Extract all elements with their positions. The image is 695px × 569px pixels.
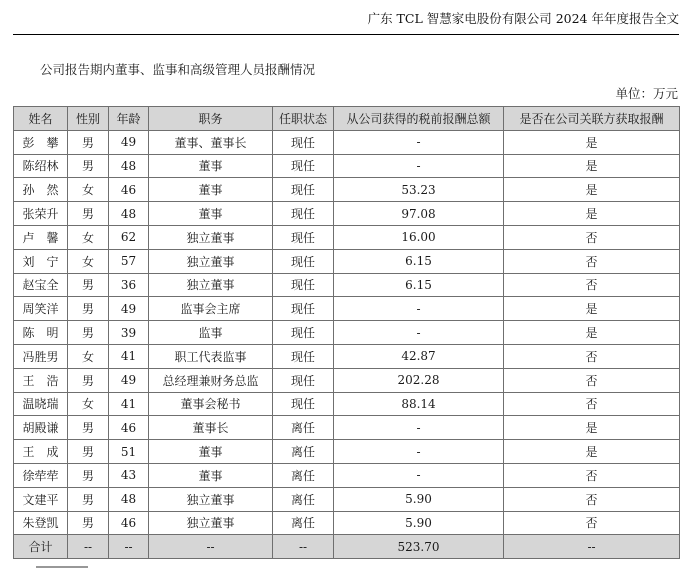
table-row <box>14 368 680 392</box>
column-header-name: 姓名 <box>14 107 68 131</box>
cell-related-party-compensation: 否 <box>504 487 680 511</box>
cell-status: 离任 <box>273 463 334 487</box>
cell-age: 62 <box>109 225 149 249</box>
table-row <box>14 130 680 154</box>
cell-name: 温晓瑞 <box>14 392 68 416</box>
cell-pretax-compensation: 202.28 <box>334 368 504 392</box>
cell-related-party-compensation: 是 <box>504 321 680 345</box>
cell-age: 48 <box>109 154 149 178</box>
cell-gender: 男 <box>68 154 109 178</box>
cell-position: 董事 <box>149 202 273 226</box>
column-header-related-party-compensation: 是否在公司关联方获取报酬 <box>504 107 680 131</box>
cell-position: 董事 <box>149 178 273 202</box>
cell-related-party-compensation: 否 <box>504 463 680 487</box>
cell-age: 43 <box>109 463 149 487</box>
cell-status: 现任 <box>273 392 334 416</box>
cell-status: 现任 <box>273 130 334 154</box>
cell-age: 41 <box>109 392 149 416</box>
cell-gender: 女 <box>68 249 109 273</box>
cell-pretax-compensation: - <box>334 440 504 464</box>
cell-related-party-compensation: 否 <box>504 392 680 416</box>
cell-status: 现任 <box>273 178 334 202</box>
cell-age: 36 <box>109 273 149 297</box>
cell-related-party-compensation: 是 <box>504 297 680 321</box>
cell-status: 现任 <box>273 321 334 345</box>
total-cell-gender: -- <box>68 535 109 559</box>
cell-related-party-compensation: 是 <box>504 178 680 202</box>
cell-status: 现任 <box>273 297 334 321</box>
cell-pretax-compensation: 53.23 <box>334 178 504 202</box>
cell-related-party-compensation: 否 <box>504 249 680 273</box>
table-row <box>14 202 680 226</box>
total-cell-status: -- <box>273 535 334 559</box>
compensation-table <box>13 106 680 559</box>
cell-status: 现任 <box>273 368 334 392</box>
cell-gender: 男 <box>68 273 109 297</box>
section-title: 公司报告期内董事、监事和高级管理人员报酬情况 <box>40 62 316 77</box>
total-cell-position: -- <box>149 535 273 559</box>
cell-name: 朱登凯 <box>14 511 68 535</box>
cell-related-party-compensation: 是 <box>504 154 680 178</box>
cell-pretax-compensation: - <box>334 154 504 178</box>
cell-pretax-compensation: 42.87 <box>334 344 504 368</box>
cell-age: 48 <box>109 487 149 511</box>
column-header-position: 职务 <box>149 107 273 131</box>
total-cell-pretax-compensation: 523.70 <box>334 535 504 559</box>
cell-name: 彭 攀 <box>14 130 68 154</box>
cell-related-party-compensation: 否 <box>504 225 680 249</box>
cell-position: 董事 <box>149 440 273 464</box>
cell-position: 董事长 <box>149 416 273 440</box>
cell-name: 孙 然 <box>14 178 68 202</box>
cell-name: 赵宝全 <box>14 273 68 297</box>
cell-pretax-compensation: 5.90 <box>334 511 504 535</box>
cell-age: 49 <box>109 297 149 321</box>
cell-pretax-compensation: 6.15 <box>334 249 504 273</box>
cell-gender: 男 <box>68 487 109 511</box>
cell-position: 独立董事 <box>149 273 273 297</box>
cell-name: 冯胜男 <box>14 344 68 368</box>
cell-gender: 女 <box>68 178 109 202</box>
report-header-title: 广东 TCL 智慧家电股份有限公司 2024 年年度报告全文 <box>367 11 679 26</box>
cell-position: 董事会秘书 <box>149 392 273 416</box>
column-header-status: 任职状态 <box>273 107 334 131</box>
cell-age: 46 <box>109 511 149 535</box>
cell-pretax-compensation: - <box>334 321 504 345</box>
total-cell-name: 合计 <box>14 535 68 559</box>
header-divider <box>13 34 679 35</box>
cell-position: 董事 <box>149 154 273 178</box>
cell-related-party-compensation: 是 <box>504 202 680 226</box>
cell-name: 陈绍林 <box>14 154 68 178</box>
table-row <box>14 463 680 487</box>
cell-status: 现任 <box>273 225 334 249</box>
cell-pretax-compensation: 97.08 <box>334 202 504 226</box>
cell-age: 57 <box>109 249 149 273</box>
cell-position: 监事会主席 <box>149 297 273 321</box>
cell-pretax-compensation: 16.00 <box>334 225 504 249</box>
cell-pretax-compensation: 88.14 <box>334 392 504 416</box>
table-row <box>14 416 680 440</box>
cell-name: 张荣升 <box>14 202 68 226</box>
cell-gender: 男 <box>68 416 109 440</box>
cell-related-party-compensation: 是 <box>504 416 680 440</box>
table-body <box>14 130 680 558</box>
cell-pretax-compensation: 6.15 <box>334 273 504 297</box>
cell-name: 王 成 <box>14 440 68 464</box>
cell-gender: 男 <box>68 440 109 464</box>
cell-age: 51 <box>109 440 149 464</box>
column-header-pretax-compensation: 从公司获得的税前报酬总额 <box>334 107 504 131</box>
cell-related-party-compensation: 否 <box>504 368 680 392</box>
cell-name: 刘 宁 <box>14 249 68 273</box>
cell-position: 独立董事 <box>149 487 273 511</box>
header-row <box>14 107 680 131</box>
table-row <box>14 297 680 321</box>
cell-age: 46 <box>109 416 149 440</box>
table-header <box>14 107 680 131</box>
total-cell-related-party-compensation: -- <box>504 535 680 559</box>
cell-name: 徐荦荦 <box>14 463 68 487</box>
cell-name: 陈 明 <box>14 321 68 345</box>
cell-age: 39 <box>109 321 149 345</box>
cell-gender: 女 <box>68 344 109 368</box>
cell-name: 文建平 <box>14 487 68 511</box>
table-row <box>14 392 680 416</box>
cell-related-party-compensation: 否 <box>504 344 680 368</box>
cell-gender: 女 <box>68 392 109 416</box>
cell-pretax-compensation: 5.90 <box>334 487 504 511</box>
cell-status: 现任 <box>273 344 334 368</box>
cell-status: 现任 <box>273 154 334 178</box>
table-row <box>14 321 680 345</box>
cell-pretax-compensation: - <box>334 416 504 440</box>
cell-gender: 男 <box>68 297 109 321</box>
cell-name: 卢 馨 <box>14 225 68 249</box>
total-row <box>14 535 680 559</box>
cell-age: 46 <box>109 178 149 202</box>
cell-gender: 男 <box>68 321 109 345</box>
cell-age: 49 <box>109 130 149 154</box>
table-row <box>14 178 680 202</box>
table-row <box>14 440 680 464</box>
cell-status: 离任 <box>273 487 334 511</box>
cell-position: 董事、董事长 <box>149 130 273 154</box>
cell-pretax-compensation: - <box>334 463 504 487</box>
cell-gender: 男 <box>68 511 109 535</box>
cell-status: 现任 <box>273 273 334 297</box>
cell-gender: 男 <box>68 202 109 226</box>
unit-label: 单位：万元 <box>615 86 678 101</box>
table-row <box>14 511 680 535</box>
cell-gender: 男 <box>68 368 109 392</box>
cell-gender: 女 <box>68 225 109 249</box>
cell-gender: 男 <box>68 130 109 154</box>
cell-position: 独立董事 <box>149 511 273 535</box>
cell-name: 胡殿谦 <box>14 416 68 440</box>
table-row <box>14 273 680 297</box>
total-cell-age: -- <box>109 535 149 559</box>
cell-pretax-compensation: - <box>334 297 504 321</box>
table-row <box>14 344 680 368</box>
cell-related-party-compensation: 是 <box>504 440 680 464</box>
column-header-gender: 性别 <box>68 107 109 131</box>
cell-position: 监事 <box>149 321 273 345</box>
cell-status: 现任 <box>273 202 334 226</box>
cell-position: 董事 <box>149 463 273 487</box>
cell-position: 总经理兼财务总监 <box>149 368 273 392</box>
cell-age: 49 <box>109 368 149 392</box>
cell-related-party-compensation: 是 <box>504 130 680 154</box>
cell-name: 王 浩 <box>14 368 68 392</box>
cell-pretax-compensation: - <box>334 130 504 154</box>
cut-off-footer-text <box>36 563 88 569</box>
cell-related-party-compensation: 否 <box>504 273 680 297</box>
cell-age: 41 <box>109 344 149 368</box>
table-row <box>14 225 680 249</box>
cell-status: 离任 <box>273 440 334 464</box>
cell-gender: 男 <box>68 463 109 487</box>
cell-status: 离任 <box>273 416 334 440</box>
cell-position: 独立董事 <box>149 225 273 249</box>
table-row <box>14 154 680 178</box>
cell-status: 现任 <box>273 249 334 273</box>
cell-name: 周笑洋 <box>14 297 68 321</box>
table-row <box>14 487 680 511</box>
cell-age: 48 <box>109 202 149 226</box>
cell-status: 离任 <box>273 511 334 535</box>
column-header-age: 年龄 <box>109 107 149 131</box>
cell-position: 独立董事 <box>149 249 273 273</box>
table-row <box>14 249 680 273</box>
cell-related-party-compensation: 否 <box>504 511 680 535</box>
cell-position: 职工代表监事 <box>149 344 273 368</box>
